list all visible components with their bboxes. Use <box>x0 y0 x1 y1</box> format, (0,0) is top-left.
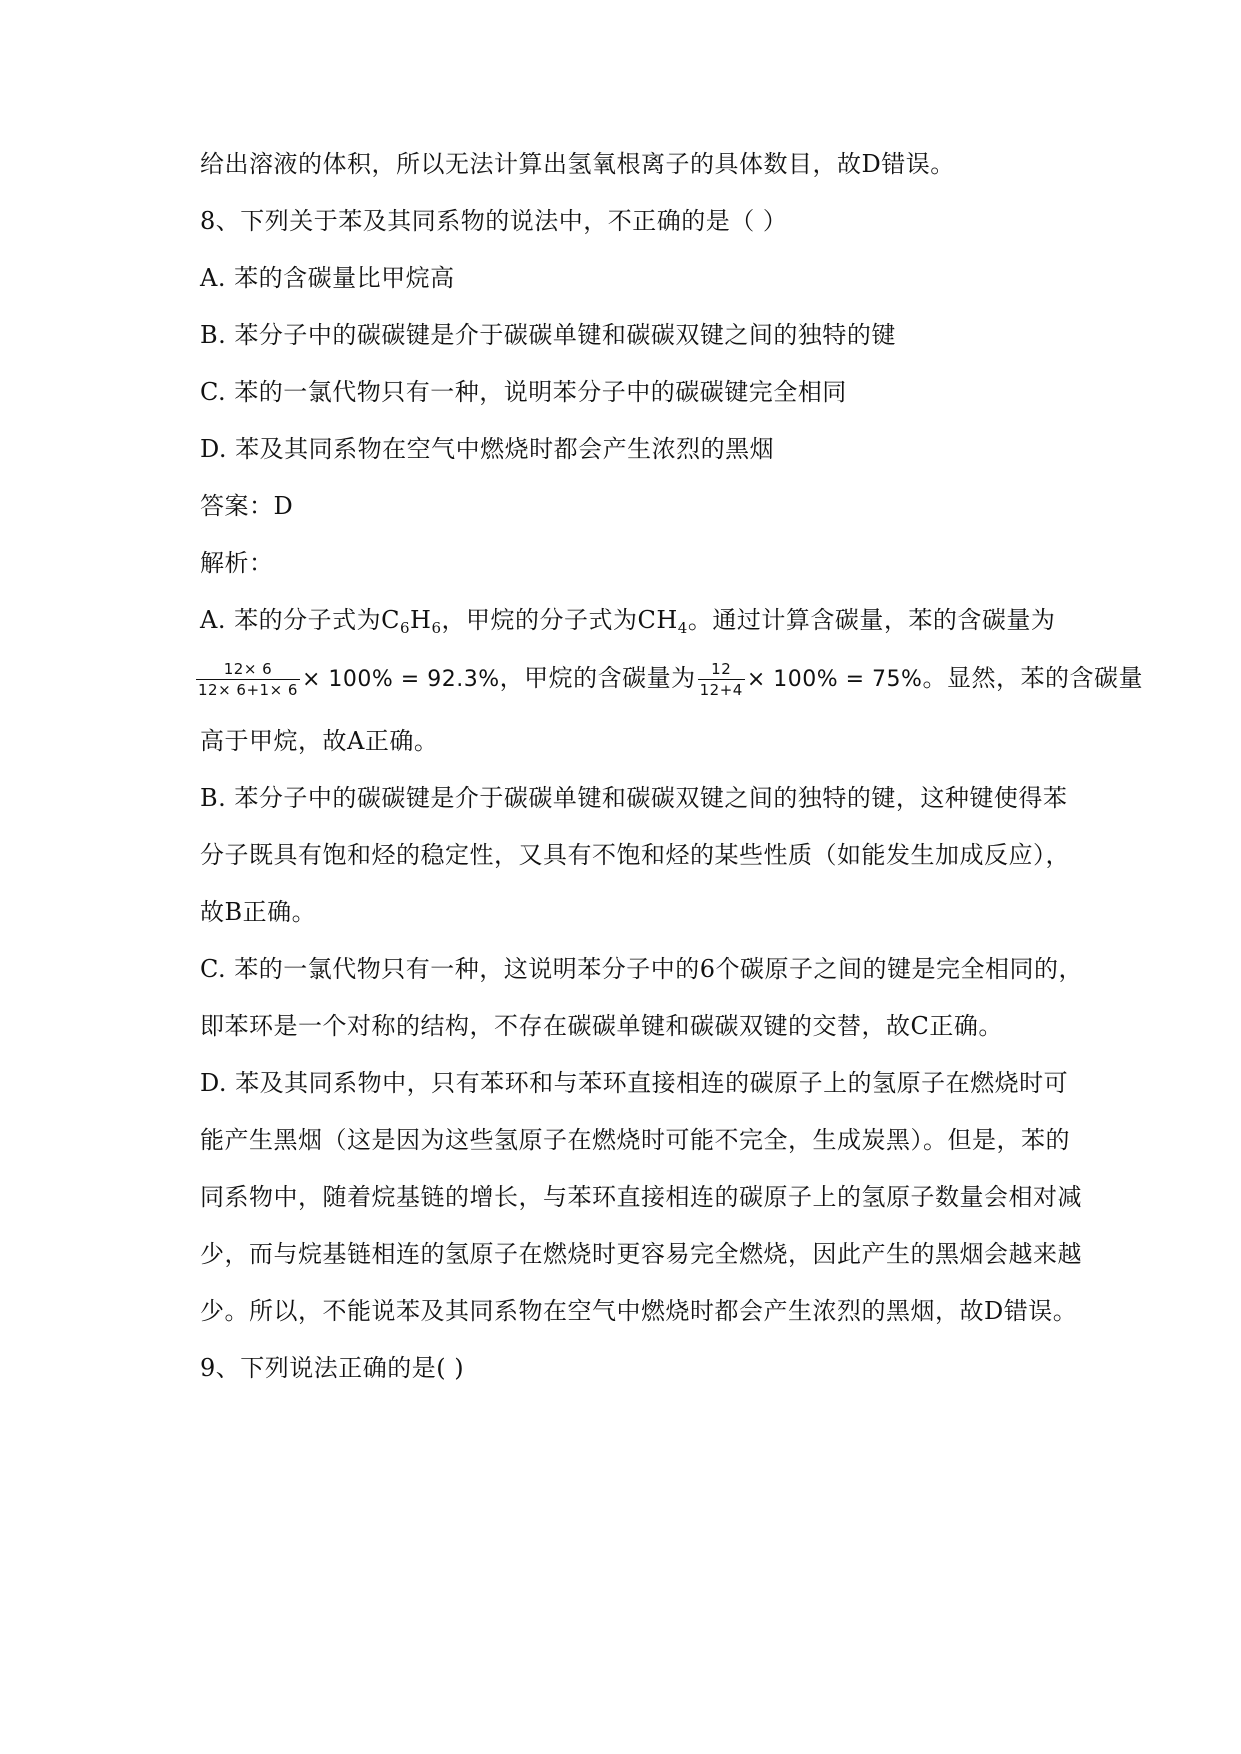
answer-line: 答案：D <box>200 492 294 520</box>
formula-methane: $CH_4$ <box>637 606 688 637</box>
explanation-d-line-2: 能产生黑烟（这是因为这些氢原子在燃烧时可能不完全，生成炭黑）。但是，苯的 <box>200 1126 1070 1154</box>
fraction-methane-carbon: $\frac{12}{12+4}$ <box>699 660 743 699</box>
formula-benzene: $C_6H_6$ <box>381 606 442 637</box>
math-expression: × 100% = 75% <box>746 667 923 692</box>
question-8-option-b: B. 苯分子中的碳碳键是介于碳碳单键和碳碳双键之间的独特的键 <box>200 321 896 349</box>
question-8-option-c: C. 苯的一氯代物只有一种，说明苯分子中的碳碳键完全相同 <box>200 378 847 406</box>
explanation-d-line-4: 少，而与烷基链相连的氢原子在燃烧时更容易完全燃烧，因此产生的黑烟会越来越 <box>200 1240 1082 1268</box>
explanation-d-line-3: 同系物中，随着烷基链的增长，与苯环直接相连的碳原子上的氢原子数量会相对减 <box>200 1183 1082 1211</box>
text-segment: A. 苯的分子式为 <box>200 606 382 634</box>
explanation-b-line-1: B. 苯分子中的碳碳键是介于碳碳单键和碳碳双键之间的独特的键，这种键使得苯 <box>200 784 1068 812</box>
fraction-benzene-carbon: $\frac{12\times 6}{12\times 6+1\times 6}$ <box>198 660 298 699</box>
question-8-stem: 8、下列关于苯及其同系物的说法中，不正确的是（ ） <box>200 207 788 235</box>
text-segment: ，甲烷的含碳量为 <box>499 664 696 692</box>
text-segment: ，甲烷的分子式为 <box>441 606 638 634</box>
text-line-prev-explanation-end: 给出溶液的体积，所以无法计算出氢氧根离子的具体数目，故D错误。 <box>200 150 955 178</box>
explanation-b-line-3: 故B正确。 <box>200 898 317 926</box>
explanation-b-line-2: 分子既具有饱和烃的稳定性，又具有不饱和烃的某些性质（如能发生加成反应）， <box>200 841 1070 869</box>
question-8-option-d: D. 苯及其同系物在空气中燃烧时都会产生浓烈的黑烟 <box>200 435 775 463</box>
question-9-stem: 9、下列说法正确的是( ) <box>200 1354 465 1382</box>
text-segment: 。显然，苯的含碳量 <box>922 664 1143 692</box>
text-segment: 。通过计算含碳量，苯的含碳量为 <box>687 606 1056 634</box>
explanation-a-line-2 <box>194 660 1143 699</box>
explanation-c-line-2: 即苯环是一个对称的结构，不存在碳碳单键和碳碳双键的交替，故C正确。 <box>200 1012 1003 1040</box>
explanation-a-line-1 <box>200 604 1055 636</box>
question-8-option-a: A. 苯的含碳量比甲烷高 <box>200 264 455 292</box>
explanation-d-line-1: D. 苯及其同系物中，只有苯环和与苯环直接相连的碳原子上的氢原子在燃烧时可 <box>200 1069 1069 1097</box>
explanation-heading: 解析： <box>200 549 274 577</box>
explanation-c-line-1: C. 苯的一氯代物只有一种，这说明苯分子中的6个碳原子之间的键是完全相同的， <box>200 955 1084 983</box>
explanation-a-line-3: 高于甲烷，故A正确。 <box>200 727 439 755</box>
explanation-d-line-5: 少。所以，不能说苯及其同系物在空气中燃烧时都会产生浓烈的黑烟，故D错误。 <box>200 1297 1078 1325</box>
math-expression: × 100% = 92.3% <box>301 667 500 692</box>
